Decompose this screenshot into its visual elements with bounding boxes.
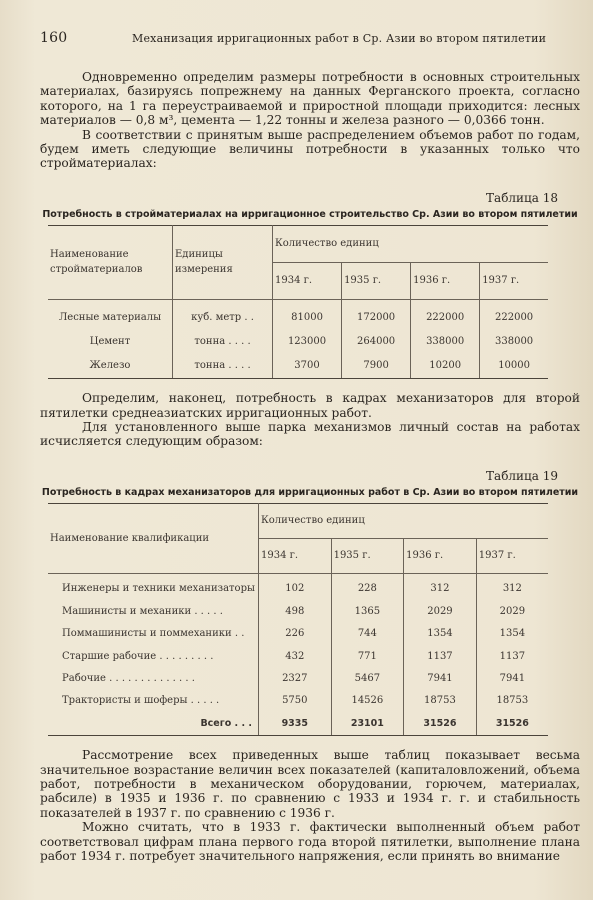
total-value: 31526: [404, 713, 477, 736]
table-header-row: [48, 504, 548, 539]
cell-value: 338000: [480, 330, 548, 354]
table-row: [48, 354, 548, 379]
cell-value: 10200: [411, 354, 480, 379]
year-header: 1934 г.: [273, 263, 342, 300]
row-name: Инженеры и техники механизаторы: [62, 583, 255, 595]
table-19-caption: Таблица 19: [486, 468, 558, 483]
table-row: [48, 690, 548, 712]
row-unit: тонна . . . .: [173, 354, 273, 379]
year-header: 1934 г.: [259, 539, 332, 574]
cell-value: 222000: [480, 300, 548, 331]
cell-value: 771: [331, 646, 404, 668]
year-header: 1937 г.: [476, 539, 548, 574]
row-unit: тонна . . . .: [173, 330, 273, 354]
column-header-unit: Единицы измерения: [173, 226, 273, 300]
table-row: [48, 300, 548, 331]
cell-value: 2029: [404, 601, 477, 623]
table-header-row: [48, 226, 548, 263]
cell-value: 744: [331, 623, 404, 645]
table-row: [48, 574, 548, 601]
table-18-title: Потребность в стройматериалах на ирригационное строительство Ср. Азии во втором пятилетии: [42, 209, 578, 221]
paragraph: Для установленного выше парка механизмов личный состав на работах исчисляется следующим образом:: [40, 420, 580, 449]
cell-value: 7941: [404, 668, 477, 690]
year-header: 1935 г.: [331, 539, 404, 574]
table-18-caption: Таблица 18: [486, 190, 558, 205]
cell-value: 7900: [342, 354, 411, 379]
cell-value: 2327: [259, 668, 332, 690]
cell-value: 18753: [404, 690, 477, 712]
total-value: 31526: [476, 713, 548, 736]
cell-value: 338000: [411, 330, 480, 354]
cell-value: 18753: [476, 690, 548, 712]
cell-value: 123000: [273, 330, 342, 354]
row-name: Поммашинисты и поммеханики . .: [62, 628, 245, 640]
paragraph: В соответствии с принятым выше распределением объемов работ по годам, будем иметь следующие величины потребности в указанных только что стройматериалах:: [40, 127, 580, 171]
paragraph: Одновременно определим размеры потребности в основных строительных материалах, базируясь попрежнему на данных Ферганского проекта, согласно которого, на 1 га переустраиваемой и приростной площади приходится: лесных материалов — 0,8 м³, цемента — 1,22 тонны и железа разного — 0,0366 тонн.: [40, 70, 580, 128]
cell-value: 102: [259, 574, 332, 601]
cell-value: 7941: [476, 668, 548, 690]
row-name: Машинисты и механики . . . . .: [62, 605, 223, 617]
total-value: 23101: [331, 713, 404, 736]
column-header-name: Наименование квалификации: [48, 504, 259, 574]
paragraph: Определим, наконец, потребность в кадрах механизаторов для второй пятилетки среднеазиатских ирригационных работ.: [40, 391, 580, 420]
cell-value: 222000: [411, 300, 480, 331]
year-header: 1936 г.: [404, 539, 477, 574]
body-text: [40, 70, 580, 863]
table-row: [48, 646, 548, 668]
page-number: 160: [40, 30, 68, 46]
cell-value: 432: [259, 646, 332, 668]
cell-value: 5467: [331, 668, 404, 690]
row-name: Трактористы и шоферы . . . . .: [62, 695, 220, 707]
cell-value: 10000: [480, 354, 548, 379]
table-row: [48, 330, 548, 354]
table-18: [48, 225, 548, 379]
table-row: [48, 668, 548, 690]
cell-value: 81000: [273, 300, 342, 331]
cell-value: 312: [404, 574, 477, 601]
cell-value: 3700: [273, 354, 342, 379]
cell-value: 1354: [476, 623, 548, 645]
year-header: 1937 г.: [480, 263, 548, 300]
cell-value: 14526: [331, 690, 404, 712]
row-name: Железо: [48, 354, 173, 379]
total-label: Всего . . .: [48, 713, 259, 736]
table-19-title: Потребность в кадрах механизаторов для ирригационных работ в Ср. Азии во втором пятилетии: [41, 487, 579, 499]
row-name: Лесные материалы: [58, 312, 162, 324]
cell-value: 2029: [476, 601, 548, 623]
cell-value: 228: [331, 574, 404, 601]
cell-value: 226: [259, 623, 332, 645]
row-name: Цемент: [89, 336, 131, 348]
row-name: Рабочие . . . . . . . . . . . . . .: [62, 672, 195, 684]
column-header-name: Наименование стройматериалов: [48, 226, 173, 300]
table-row: [48, 623, 548, 645]
year-header: 1935 г.: [342, 263, 411, 300]
cell-value: 1354: [404, 623, 477, 645]
paragraph: Рассмотрение всех приведенных выше таблиц показывает весьма значительное возрастание величин всех показателей (капиталовложений, объема работ, потребности в механическом оборудовании, горючем, материалах, рабсиле) в 1935 и 1936 г. по сравнению с 1933 и 1934 г. г. и стабильность показателей в 1937 г. по сравнению с 1936 г.: [40, 748, 580, 820]
cell-value: 312: [476, 574, 548, 601]
table-19: [48, 503, 548, 736]
year-header: 1936 г.: [411, 263, 480, 300]
table-row: [48, 601, 548, 623]
running-title: Механизация ирригационных работ в Ср. Азии во втором пятилетии: [132, 32, 547, 45]
cell-value: 498: [259, 601, 332, 623]
row-unit: куб. метр . .: [173, 300, 273, 331]
column-header-quantity: Количество единиц: [273, 226, 549, 263]
cell-value: 264000: [342, 330, 411, 354]
table-total-row: [48, 713, 548, 736]
cell-value: 5750: [259, 690, 332, 712]
cell-value: 172000: [342, 300, 411, 331]
column-header-quantity: Количество единиц: [259, 504, 549, 539]
cell-value: 1137: [404, 646, 477, 668]
total-value: 9335: [259, 713, 332, 736]
cell-value: 1137: [476, 646, 548, 668]
row-name: Старшие рабочие . . . . . . . . .: [62, 650, 214, 662]
paragraph: Можно считать, что в 1933 г. фактически выполненный объем работ соответствовал цифрам плана первого года второй пятилетки, выполнение плана работ 1934 г. потребует значительного напряжения, если принять во внимание: [40, 820, 580, 863]
cell-value: 1365: [331, 601, 404, 623]
